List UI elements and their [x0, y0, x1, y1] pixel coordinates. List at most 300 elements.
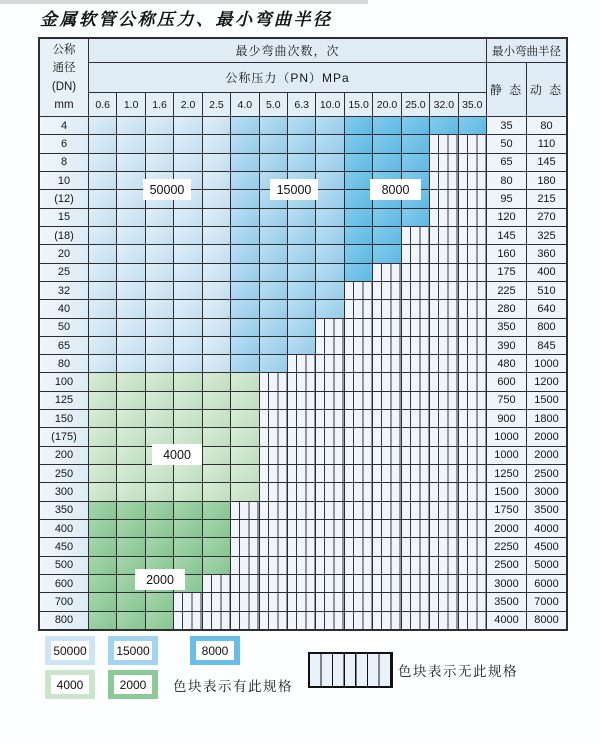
spec-cell: [231, 172, 258, 189]
spec-cell: [430, 282, 457, 299]
spec-cell: [174, 410, 201, 427]
static-value-cell: 2000: [487, 520, 526, 537]
spec-cell: [146, 135, 173, 152]
spec-cell: [373, 557, 400, 574]
spec-cell: [316, 593, 343, 610]
spec-cell: [203, 483, 230, 500]
spec-cell: [430, 502, 457, 519]
spec-cell: [373, 227, 400, 244]
dn-cell: 200: [40, 447, 88, 464]
spec-cell: [260, 465, 287, 482]
spec-cell: [117, 300, 144, 317]
spec-cell: [430, 245, 457, 262]
spec-cell: [231, 465, 258, 482]
spec-cell: [203, 264, 230, 281]
dn-header-cell: [40, 39, 88, 116]
spec-cell: [288, 300, 315, 317]
static-header: 静 态: [487, 63, 526, 116]
dynamic-value-cell: 640: [527, 300, 566, 317]
spec-cell: [117, 355, 144, 372]
spec-cell: [203, 428, 230, 445]
spec-cell: [459, 319, 486, 336]
spec-cell: [203, 373, 230, 390]
spec-cell: [260, 502, 287, 519]
spec-cell: [459, 154, 486, 171]
dynamic-value-cell: 325: [527, 227, 566, 244]
spec-cell: [316, 337, 343, 354]
static-value-cell: 175: [487, 264, 526, 281]
spec-cell: [203, 593, 230, 610]
spec-cell: [402, 209, 429, 226]
spec-cell: [203, 355, 230, 372]
spec-cell: [260, 209, 287, 226]
pressure-value-header: 2.5: [203, 93, 230, 116]
spec-cell: [288, 355, 315, 372]
spec-cell: [345, 447, 372, 464]
dynamic-value-cell: 3500: [527, 502, 566, 519]
dynamic-value-cell: 215: [527, 190, 566, 207]
spec-cell: [146, 502, 173, 519]
spec-cell: [316, 612, 343, 629]
legend-swatch-label: 4000: [51, 675, 89, 694]
dn-cell: 6: [40, 135, 88, 152]
spec-cell: [402, 465, 429, 482]
spec-cell: [89, 593, 116, 610]
spec-cell: [146, 538, 173, 555]
spec-cell: [402, 612, 429, 629]
spec-cell: [373, 593, 400, 610]
dynamic-value-cell: 1500: [527, 392, 566, 409]
static-value-cell: 2500: [487, 557, 526, 574]
static-value-cell: 3000: [487, 575, 526, 592]
spec-cell: [174, 227, 201, 244]
spec-cell: [288, 245, 315, 262]
dn-cell: 300: [40, 483, 88, 500]
dn-cell: (18): [40, 227, 88, 244]
spec-cell: [459, 612, 486, 629]
spec-cell: [260, 392, 287, 409]
spec-cell: [430, 264, 457, 281]
spec-cell: [316, 483, 343, 500]
spec-cell: [231, 502, 258, 519]
spec-cell: [117, 612, 144, 629]
spec-cell: [459, 190, 486, 207]
dn-cell: 800: [40, 612, 88, 629]
spec-cell: [402, 538, 429, 555]
dynamic-value-cell: 510: [527, 282, 566, 299]
spec-cell: [89, 447, 116, 464]
spec-cell: [345, 465, 372, 482]
legend-swatch-label: 8000: [196, 641, 234, 660]
static-value-cell: 750: [487, 392, 526, 409]
spec-cell: [430, 117, 457, 134]
spec-cell: [146, 245, 173, 262]
spec-cell: [430, 355, 457, 372]
spec-cell: [288, 612, 315, 629]
legend-no-spec-text: 色块表示无此规格: [398, 664, 518, 679]
spec-cell: [231, 154, 258, 171]
spec-cell: [288, 447, 315, 464]
spec-cell: [373, 447, 400, 464]
spec-cell: [174, 282, 201, 299]
spec-cell: [117, 483, 144, 500]
spec-cell: [203, 282, 230, 299]
spec-cell: [345, 575, 372, 592]
spec-cell: [117, 319, 144, 336]
static-value-cell: 1250: [487, 465, 526, 482]
dn-header-line: 公称: [52, 43, 76, 56]
spec-cell: [89, 355, 116, 372]
spec-cell: [345, 593, 372, 610]
dynamic-value-cell: 1800: [527, 410, 566, 427]
spec-cell: [260, 557, 287, 574]
static-value-cell: 225: [487, 282, 526, 299]
dn-header-line: mm: [54, 99, 74, 111]
spec-cell: [316, 557, 343, 574]
spec-cell: [203, 227, 230, 244]
dynamic-value-cell: 4500: [527, 538, 566, 555]
spec-cell: [430, 520, 457, 537]
pressure-value-header: 15.0: [345, 93, 372, 116]
dn-cell: 400: [40, 520, 88, 537]
spec-cell: [89, 209, 116, 226]
spec-cell: [203, 575, 230, 592]
spec-cell: [203, 154, 230, 171]
spec-table-wrap: [38, 37, 568, 631]
static-value-cell: 65: [487, 154, 526, 171]
spec-cell: [402, 557, 429, 574]
spec-cell: [373, 520, 400, 537]
dn-cell: 250: [40, 465, 88, 482]
spec-cell: [260, 538, 287, 555]
spec-cell: [117, 190, 144, 207]
dn-cell: 700: [40, 593, 88, 610]
legend-swatch-label: 15000: [114, 641, 152, 660]
spec-cell: [174, 264, 201, 281]
spec-cell: [231, 612, 258, 629]
spec-cell: [402, 373, 429, 390]
spec-cell: [402, 264, 429, 281]
dn-cell: 100: [40, 373, 88, 390]
spec-cell: [430, 209, 457, 226]
grid-divider-radius: [486, 39, 487, 629]
static-value-cell: 390: [487, 337, 526, 354]
pressure-value-header: 1.6: [146, 93, 173, 116]
legend-has-spec-text: 色块表示有此规格: [173, 678, 293, 694]
spec-cell: [459, 392, 486, 409]
dn-cell: 32: [40, 282, 88, 299]
spec-cell: [459, 410, 486, 427]
spec-cell: [402, 135, 429, 152]
spec-cell: [316, 355, 343, 372]
spec-cell: [345, 392, 372, 409]
spec-cell: [288, 337, 315, 354]
spec-cell: [146, 264, 173, 281]
spec-cell: [316, 538, 343, 555]
spec-cell: [260, 447, 287, 464]
spec-cell: [402, 575, 429, 592]
spec-cell: [231, 245, 258, 262]
cycle-count-label: 2000: [135, 569, 185, 590]
dynamic-value-cell: 110: [527, 135, 566, 152]
spec-cell: [373, 264, 400, 281]
spec-cell: [231, 520, 258, 537]
spec-cell: [316, 465, 343, 482]
spec-cell: [373, 538, 400, 555]
dynamic-value-cell: 400: [527, 264, 566, 281]
pressure-header: 公称压力（PN）MPa: [89, 63, 486, 92]
pressure-value-header: 25.0: [402, 93, 429, 116]
spec-cell: [373, 465, 400, 482]
spec-cell: [430, 557, 457, 574]
spec-cell: [260, 612, 287, 629]
spec-cell: [459, 447, 486, 464]
spec-cell: [260, 227, 287, 244]
spec-cell: [260, 282, 287, 299]
dn-cell: 450: [40, 538, 88, 555]
page-top-strip: [0, 0, 368, 4]
spec-cell: [231, 428, 258, 445]
spec-cell: [345, 319, 372, 336]
spec-cell: [203, 337, 230, 354]
spec-cell: [373, 428, 400, 445]
spec-cell: [146, 300, 173, 317]
pressure-value-header: 35.0: [459, 93, 486, 116]
spec-cell: [174, 392, 201, 409]
dn-cell: 40: [40, 300, 88, 317]
spec-cell: [203, 447, 230, 464]
legend-swatch-label: 2000: [114, 675, 152, 694]
spec-cell: [117, 264, 144, 281]
spec-cell: [288, 410, 315, 427]
spec-cell: [316, 300, 343, 317]
spec-cell: [345, 209, 372, 226]
spec-cell: [174, 612, 201, 629]
spec-cell: [203, 172, 230, 189]
dn-cell: 50: [40, 319, 88, 336]
spec-cell: [402, 502, 429, 519]
static-value-cell: 280: [487, 300, 526, 317]
pressure-value-header: 2.0: [174, 93, 201, 116]
spec-cell: [231, 557, 258, 574]
dynamic-value-cell: 360: [527, 245, 566, 262]
spec-cell: [146, 337, 173, 354]
dynamic-value-cell: 800: [527, 319, 566, 336]
dn-cell: 80: [40, 355, 88, 372]
spec-cell: [430, 154, 457, 171]
spec-cell: [231, 135, 258, 152]
spec-cell: [316, 575, 343, 592]
spec-cell: [402, 300, 429, 317]
spec-cell: [231, 264, 258, 281]
spec-cell: [146, 209, 173, 226]
dynamic-value-cell: 2000: [527, 447, 566, 464]
dn-header-line: (DN): [51, 80, 77, 93]
spec-cell: [373, 300, 400, 317]
spec-cell: [260, 135, 287, 152]
spec-cell: [288, 373, 315, 390]
spec-cell: [373, 502, 400, 519]
spec-cell: [430, 410, 457, 427]
spec-cell: [203, 117, 230, 134]
cycle-count-label: 15000: [270, 179, 318, 200]
spec-cell: [203, 319, 230, 336]
static-value-cell: 80: [487, 172, 526, 189]
spec-cell: [373, 337, 400, 354]
spec-cell: [288, 593, 315, 610]
spec-cell: [89, 502, 116, 519]
spec-cell: [402, 319, 429, 336]
static-value-cell: 3500: [487, 593, 526, 610]
spec-cell: [231, 410, 258, 427]
spec-cell: [117, 410, 144, 427]
spec-cell: [373, 209, 400, 226]
spec-cell: [231, 300, 258, 317]
spec-cell: [459, 227, 486, 244]
static-value-cell: 2250: [487, 538, 526, 555]
spec-cell: [288, 227, 315, 244]
spec-cell: [89, 557, 116, 574]
spec-cell: [174, 135, 201, 152]
spec-cell: [288, 483, 315, 500]
legend-swatch-label: 50000: [51, 641, 89, 660]
spec-cell: [146, 282, 173, 299]
spec-cell: [89, 428, 116, 445]
spec-cell: [459, 520, 486, 537]
spec-cell: [345, 245, 372, 262]
bend-radius-header: 最小弯曲半径: [487, 39, 566, 62]
spec-cell: [316, 117, 343, 134]
spec-cell: [345, 428, 372, 445]
spec-cell: [345, 154, 372, 171]
spec-cell: [174, 117, 201, 134]
spec-cell: [117, 227, 144, 244]
spec-cell: [89, 319, 116, 336]
static-value-cell: 600: [487, 373, 526, 390]
spec-cell: [345, 227, 372, 244]
legend-swatch-2000: [108, 670, 158, 699]
spec-cell: [288, 520, 315, 537]
dynamic-value-cell: 1000: [527, 355, 566, 372]
spec-cell: [288, 135, 315, 152]
spec-cell: [203, 410, 230, 427]
dn-cell: 4: [40, 117, 88, 134]
spec-cell: [430, 612, 457, 629]
spec-cell: [174, 483, 201, 500]
static-value-cell: 350: [487, 319, 526, 336]
spec-cell: [260, 355, 287, 372]
spec-cell: [174, 373, 201, 390]
spec-cell: [231, 227, 258, 244]
spec-cell: [260, 575, 287, 592]
spec-cell: [146, 373, 173, 390]
spec-cell: [373, 392, 400, 409]
spec-cell: [288, 575, 315, 592]
spec-cell: [345, 502, 372, 519]
spec-cell: [203, 520, 230, 537]
dynamic-value-cell: 3000: [527, 483, 566, 500]
spec-cell: [203, 135, 230, 152]
grid-divider-header: [40, 116, 566, 117]
static-value-cell: 50: [487, 135, 526, 152]
spec-cell: [430, 575, 457, 592]
spec-cell: [117, 117, 144, 134]
spec-cell: [345, 483, 372, 500]
spec-cell: [459, 209, 486, 226]
dn-cell: 15: [40, 209, 88, 226]
spec-cell: [459, 593, 486, 610]
spec-cell: [459, 428, 486, 445]
spec-cell: [345, 135, 372, 152]
spec-cell: [373, 154, 400, 171]
spec-cell: [231, 190, 258, 207]
spec-cell: [203, 612, 230, 629]
spec-cell: [117, 245, 144, 262]
pressure-value-header: 1.0: [117, 93, 144, 116]
spec-cell: [373, 135, 400, 152]
dynamic-value-cell: 180: [527, 172, 566, 189]
dn-cell: 150: [40, 410, 88, 427]
spec-cell: [231, 355, 258, 372]
dynamic-value-cell: 1200: [527, 373, 566, 390]
spec-cell: [117, 373, 144, 390]
spec-cell: [231, 392, 258, 409]
spec-cell: [117, 282, 144, 299]
dynamic-value-cell: 2000: [527, 428, 566, 445]
spec-cell: [146, 392, 173, 409]
spec-cell: [231, 575, 258, 592]
spec-cell: [89, 538, 116, 555]
spec-cell: [345, 337, 372, 354]
spec-cell: [260, 319, 287, 336]
pressure-value-header: 10.0: [316, 93, 343, 116]
spec-cell: [345, 117, 372, 134]
spec-cell: [89, 245, 116, 262]
spec-cell: [316, 154, 343, 171]
spec-cell: [117, 520, 144, 537]
spec-cell: [430, 135, 457, 152]
spec-cell: [459, 117, 486, 134]
spec-cell: [430, 190, 457, 207]
spec-cell: [260, 483, 287, 500]
spec-cell: [459, 245, 486, 262]
spec-cell: [117, 135, 144, 152]
spec-cell: [174, 355, 201, 372]
spec-cell: [402, 410, 429, 427]
spec-cell: [231, 282, 258, 299]
spec-cell: [203, 190, 230, 207]
spec-cell: [316, 245, 343, 262]
spec-cell: [288, 319, 315, 336]
spec-cell: [459, 483, 486, 500]
dynamic-value-cell: 6000: [527, 575, 566, 592]
spec-cell: [373, 319, 400, 336]
spec-cell: [117, 447, 144, 464]
spec-cell: [402, 337, 429, 354]
spec-cell: [345, 410, 372, 427]
spec-cell: [260, 428, 287, 445]
spec-cell: [373, 245, 400, 262]
spec-cell: [89, 392, 116, 409]
spec-cell: [174, 300, 201, 317]
dn-cell: 600: [40, 575, 88, 592]
spec-cell: [373, 575, 400, 592]
spec-cell: [260, 245, 287, 262]
pressure-value-header: 0.6: [89, 93, 116, 116]
grid-divider-dn: [88, 39, 89, 629]
spec-cell: [288, 502, 315, 519]
spec-cell: [402, 447, 429, 464]
